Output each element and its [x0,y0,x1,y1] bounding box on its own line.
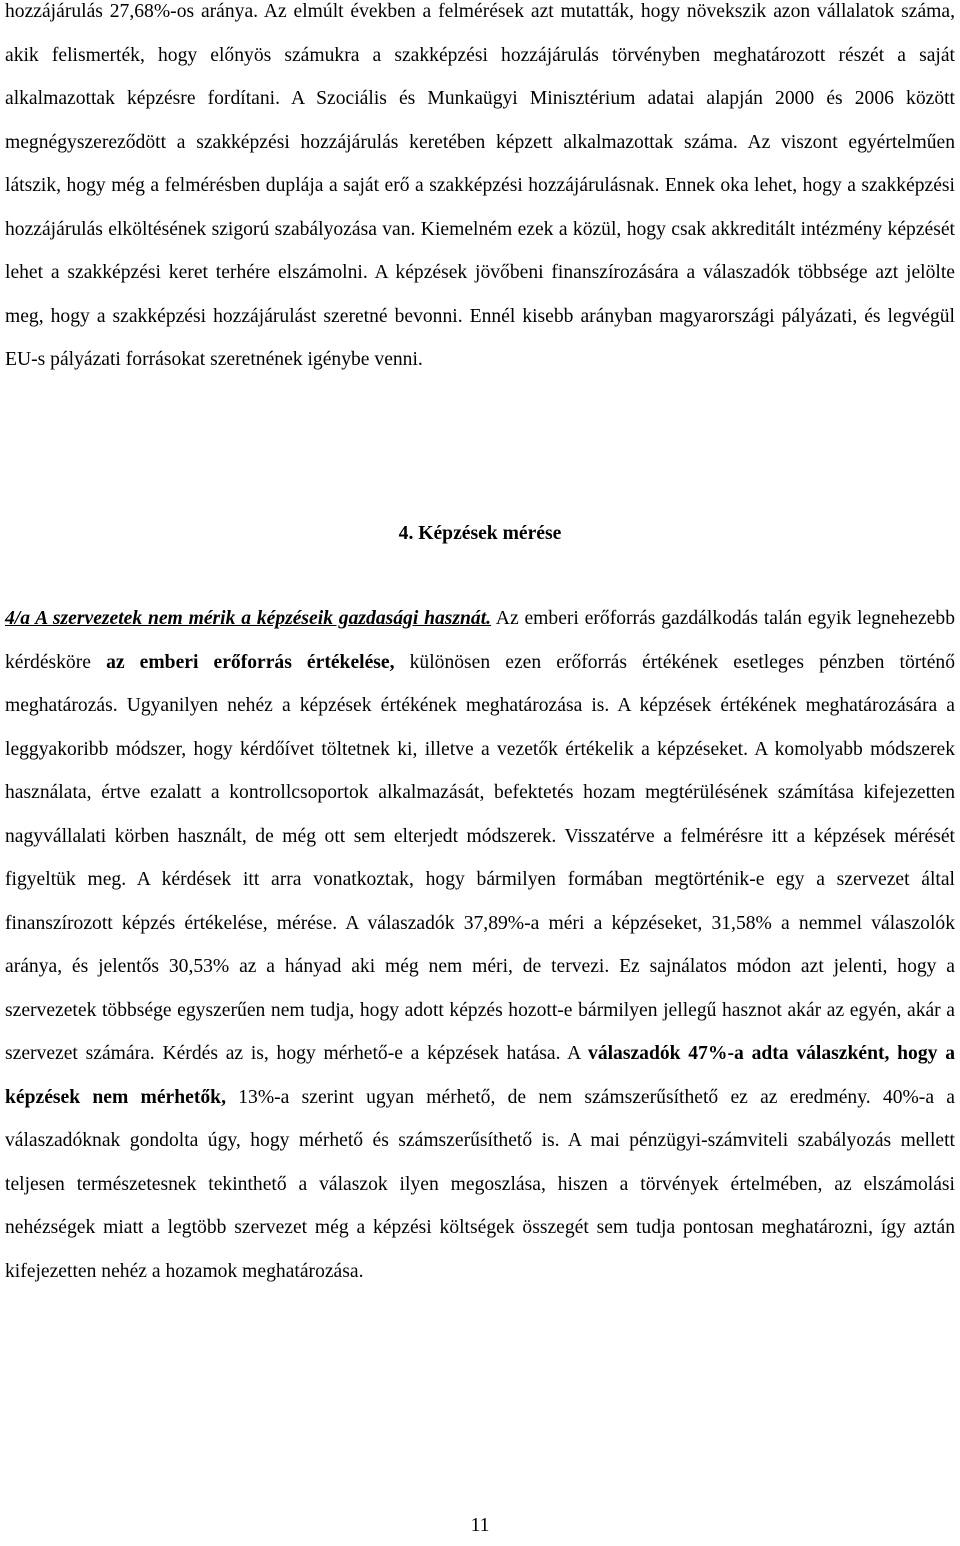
body-paragraph: hozzájárulás 27,68%-os aránya. Az elmúlt években a felmérések azt mutatták, hogy növekszik azon vállalatok száma, akik felismerték, hogy előnyös számukra a szakképzési hozzájárulás törvényben meghatározott részét a saját alkalmazottak képzésre fordítani. A Szociális és Munkaügyi Minisztérium adatai alapján 2000 és 2006 között megnégyszereződött a szakképzési hozzájárulás keretében képzett alkalmazottak száma. Az viszont egyértelműen látszik, hogy még a felmérésben duplája a saját erő a szakképzési hozzájárulásnak. Ennek oka lehet, hogy a szakképzési hozzájárulás elköltésének szigorú szabályozása van. Kiemelném ezek a közül, hogy csak akkreditált intézmény képzését lehet a szakképzési keret terhére elszámolni. A képzések jövőbeni finanszírozására a válaszadók többsége azt jelölte meg, hogy a szakképzési hozzájárulást szeretné bevonni. Ennél kisebb arányban magyarországi pályázati, és legvégül EU-s pályázati forrásokat szeretnének igénybe venni. [5,1,955,370]
emphasis-text: válaszadók 47%-a adta válaszként, hogy a képzések nem mérhetők, [5,1043,955,1108]
emphasis-text: az emberi erőforrás értékelése, [106,651,395,673]
subsection-heading: 4/a A szervezetek nem mérik a képzéseik gazdasági hasznát. [5,608,492,629]
paragraph-text: különösen ezen erőforrás értékének esetleges pénzben történő meghatározás. Ugyanilyen nehéz a képzések értékének meghatározása is. A képzések értékének meghatározására a leggyakoribb módszer, hogy kérdőívet töltetnek ki, illetve a vezetők értékelik a képzéseket. A komolyabb módszerek használata, értve ezalatt a kontrollcsoportok alkalmazását, befektetés hozam megtérülésének számítása kifejezetten nagyvállalati körben használt, de még ott sem elterjedt módszerek. Visszatérve a felmérésre itt a képzések mérését figyeltük meg. A kérdések itt arra vonatkoztak, hogy bármilyen formában megtörténik-e egy a szervezet által finanszírozott képzés értékelése, mérése. A válaszadók 37,89%-a méri a képzéseket, 31,58% a nemmel válaszolók aránya, és jelentős 30,53% az a hányad aki még nem méri, de tervezi. Ez sajnálatos módon azt jelenti, hogy a szervezetek többsége egyszerűen nem tudja, hogy adott képzés hozott-e bármilyen jellegű hasznot akár az egyén, akár a szervezet számára. Kérdés az is, hogy mérhető-e a képzések hatása. A [5,651,955,1064]
body-paragraph-measurement [5,597,955,1293]
page-number: 11 [470,1515,490,1536]
document-page [5,0,955,1537]
section-heading: 4. Képzések mérése [398,523,562,544]
paragraph-text: 13%-a szerint ugyan mérhető, de nem számszerűsíthető ez az eredmény. 40%-a a válaszadóknak gondolta úgy, hogy mérhető és számszerűsíthető is. A mai pénzügyi-számviteli szabályozás mellett teljesen természetesnek tekinthető a válaszok ilyen megoszlása, hiszen a törvények értelmében, az elszámolási nehézségek miatt a legtöbb szervezet még a képzési költségek összegét sem tudja pontosan meghatározni, így aztán kifejezetten nehéz a hozamok meghatározása. [5,1086,955,1282]
paragraph-text: Az emberi erőforrás gazdálkodás talán egyik legnehezebb kérdésköre [5,608,955,673]
